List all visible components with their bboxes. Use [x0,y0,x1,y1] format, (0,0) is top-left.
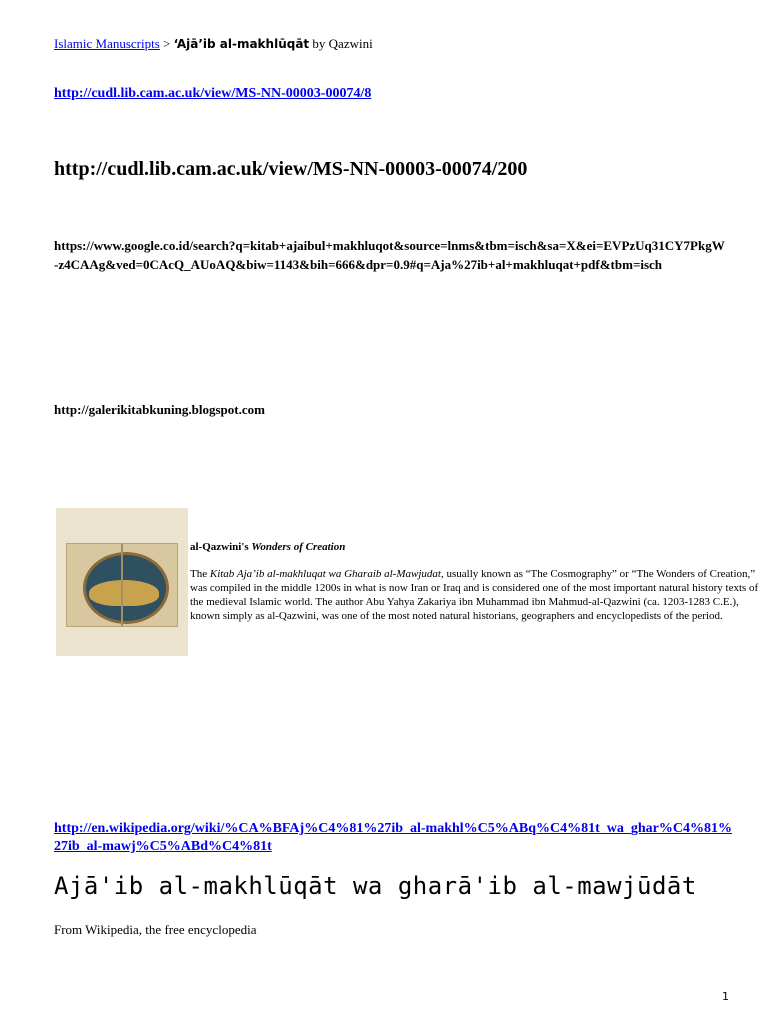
article-excerpt [190,540,768,623]
article-body-prefix: The [190,568,210,580]
article-body-text: , usually known as “The Cosmography” or “The Wonders of Creation,” was compiled in the middle 1200s in what is now Iran or Iraq and is considered one of the most important natural history texts of the medieval Islamic world. The author Abu Yahya Zakariya ibn Muhammad ibn Mahmud-al-Qazwini (ca. 1203-1283 C.E.), known simply as al-Qazwini, was one of the most noted natural historians, geographers and encyclopedists of the period. [190,568,759,622]
cudl-link-page-8[interactable]: http://cudl.lib.cam.ac.uk/view/MS-NN-00003-00074/8 [54,86,372,101]
book-fold [121,544,123,626]
page-number: 1 [722,990,729,1003]
manuscript-spread [66,543,178,627]
blog-url: http://galerikitabkuning.blogspot.com [54,402,265,417]
breadcrumb-author: by Qazwini [309,36,373,51]
article-body [190,567,768,623]
breadcrumb-title: ‘Ajā’ib al-makhlūqāt [173,37,310,51]
breadcrumb-link-islamic-manuscripts[interactable]: Islamic Manuscripts [54,36,160,51]
article-heading-title: Wonders of Creation [251,541,346,553]
manuscript-thumbnail-image [56,508,188,656]
breadcrumb-separator: > [159,36,174,51]
article-heading-prefix: al-Qazwini's [190,541,252,553]
wikipedia-subtitle: From Wikipedia, the free encyclopedia [54,922,257,937]
article-body-book-title: Kitab Aja’ib al-makhluqat wa Gharaib al-Mawjudat [209,568,441,580]
breadcrumb [54,36,373,52]
world-map-land [89,580,159,606]
wikipedia-link[interactable]: http://en.wikipedia.org/wiki/%CA%BFAj%C4%81%27ib_al-makhl%C5%ABq%C4%81t_wa_ghar%C4%81%27ib_al-mawj%C5%ABd%C4%81t [54,821,733,854]
cudl-link-page-200[interactable]: http://cudl.lib.cam.ac.uk/view/MS-NN-00003-00074/200 [54,158,528,180]
wikipedia-article-title: Ajā'ib al-makhlūqāt wa gharā'ib al-mawjūdāt [54,872,697,900]
article-heading [190,540,768,554]
google-search-url: https://www.google.co.id/search?q=kitab+ajaibul+makhluqot&source=lnms&tbm=isch&sa=X&ei=EVPzUq31CY7PkgW-z4CAAg&ved=0CAcQ_AUoAQ&biw=1143&bih=666&dpr=0.9#q=Aja%27ib+al+makhluqat+pdf&tbm=isch [54,238,725,272]
